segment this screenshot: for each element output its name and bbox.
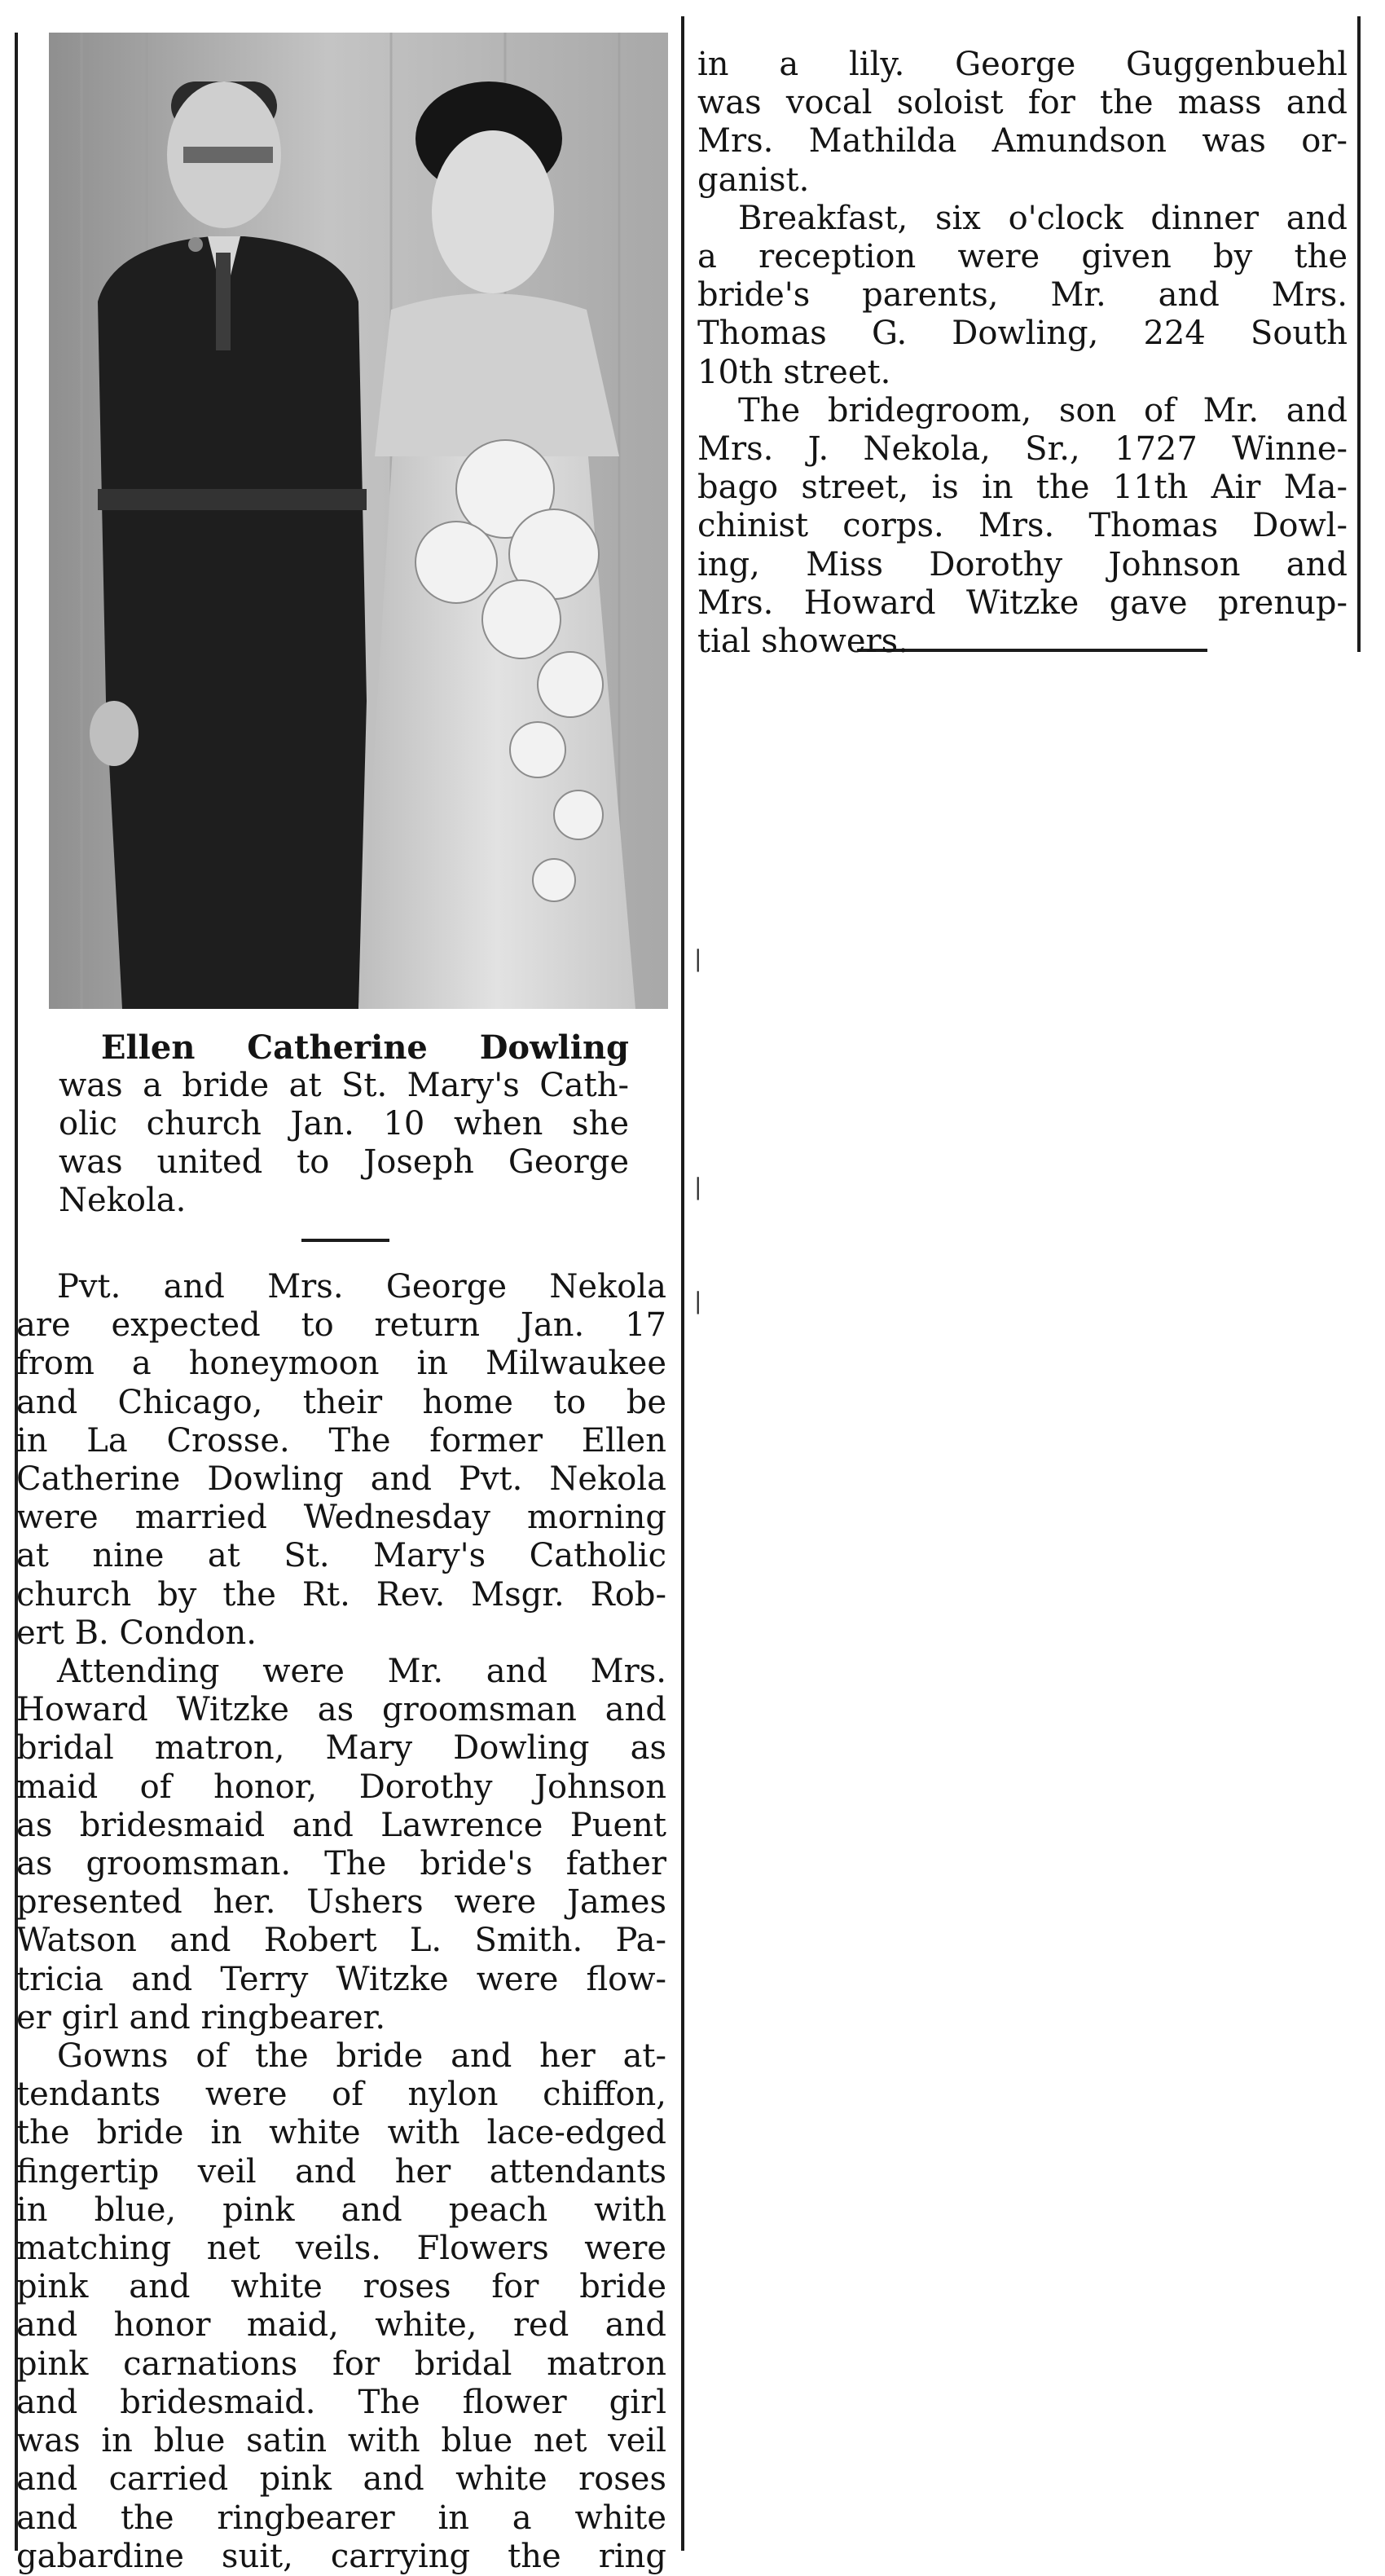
adjacent-column-fragment: | [694,1288,702,1314]
article-line: Gowns of the bride and her at- [57,2037,666,2076]
article-line: in a lily. George Guggenbuehl [697,46,1348,83]
article-line: as bridesmaid and Lawrence Puent [16,1806,666,1844]
article-right-column [697,46,1348,661]
article-line: were married Wednesday morning [16,1499,666,1537]
article-line: matching net veils. Flowers were [16,2230,666,2268]
article-line: tial showers. [697,623,908,661]
article-line: was in blue satin with blue net veil [16,2422,666,2460]
article-line: from a honeymoon in Milwaukee [16,1345,666,1383]
article-line: and bridesmaid. The flower girl [16,2383,666,2421]
article-line: in blue, pink and peach with [16,2191,666,2229]
article-line: maid of honor, Dorothy Johnson [16,1768,666,1806]
article-line: bride's parents, Mr. and Mrs. [697,276,1348,315]
article-line: er girl and ringbearer. [16,1998,386,2037]
article-line: the bride in white with lace-edged [16,2114,666,2152]
article-line: Howard Witzke as groomsman and [16,1691,666,1729]
article-line: and the ringbearer in a white [16,2499,666,2537]
center-column-rule [681,16,684,2551]
article-line: Thomas G. Dowling, 224 South [697,315,1348,353]
article-line: was vocal soloist for the mass and [697,84,1348,122]
article-line: church by the Rt. Rev. Msgr. Rob- [16,1575,666,1614]
article-line: Breakfast, six o'clock dinner and [738,199,1348,237]
caption-line: was united to Joseph George [59,1143,629,1181]
article-line: tricia and Terry Witzke were flow- [16,1960,666,1998]
article-line: a reception were given by the [697,238,1348,276]
article-line: pink and white roses for bride [16,2268,666,2306]
article-line: presented her. Ushers were James [16,1883,666,1922]
wedding-photo [49,33,668,1009]
caption-separator [301,1239,389,1242]
article-line: as groomsman. The bride's father [16,1845,666,1883]
article-line: bago street, is in the 11th Air Ma- [697,469,1348,507]
article-line: 10th street. [697,353,891,391]
article-line: in La Crosse. The former Ellen [16,1421,666,1460]
article-line: ert B. Condon. [16,1614,257,1652]
right-column-rule [1357,16,1361,652]
article-line: and honor maid, white, red and [16,2306,666,2345]
article-line: bridal matron, Mary Dowling as [16,1729,666,1768]
article-line: tendants were of nylon chiffon, [16,2076,666,2114]
caption-line: olic church Jan. 10 when she [59,1105,629,1143]
article-line: at nine at St. Mary's Catholic [16,1537,666,1575]
article-line: ganist. [697,161,810,199]
article-line: are expected to return Jan. 17 [16,1306,666,1345]
article-line: and Chicago, their home to be [16,1383,666,1421]
article-line: Mrs. Mathilda Amundson was or- [697,122,1348,161]
article-line: Pvt. and Mrs. George Nekola [57,1268,666,1306]
article-line: ing, Miss Dorothy Johnson and [697,545,1348,583]
article-left-column [16,1268,666,2576]
caption-line: Nekola. [59,1182,187,1219]
article-line: Mrs. Howard Witzke gave prenup- [697,583,1348,622]
adjacent-column-fragment: | [694,1174,702,1200]
article-line: and carried pink and white roses [16,2460,666,2499]
article-line: gabardine suit, carrying the ring [16,2537,666,2575]
photo-caption [59,1028,629,1220]
article-line: Watson and Robert L. Smith. Pa- [16,1922,666,1960]
article-line: fingertip veil and her attendants [16,2152,666,2191]
article-line: Attending were Mr. and Mrs. [57,1653,666,1691]
article-line: chinist corps. Mrs. Thomas Dowl- [697,507,1348,545]
caption-line: was a bride at St. Mary's Cath- [59,1067,629,1104]
article-line: The bridegroom, son of Mr. and [738,391,1348,429]
wedding-photo-image [49,33,668,1009]
article-line: Mrs. J. Nekola, Sr., 1727 Winne- [697,430,1348,469]
article-line: pink carnations for bridal matron [16,2345,666,2383]
article-line: Catherine Dowling and Pvt. Nekola [16,1460,666,1499]
adjacent-column-fragment: | [694,945,702,972]
caption-bride-name: Ellen Catherine Dowling [101,1028,629,1067]
